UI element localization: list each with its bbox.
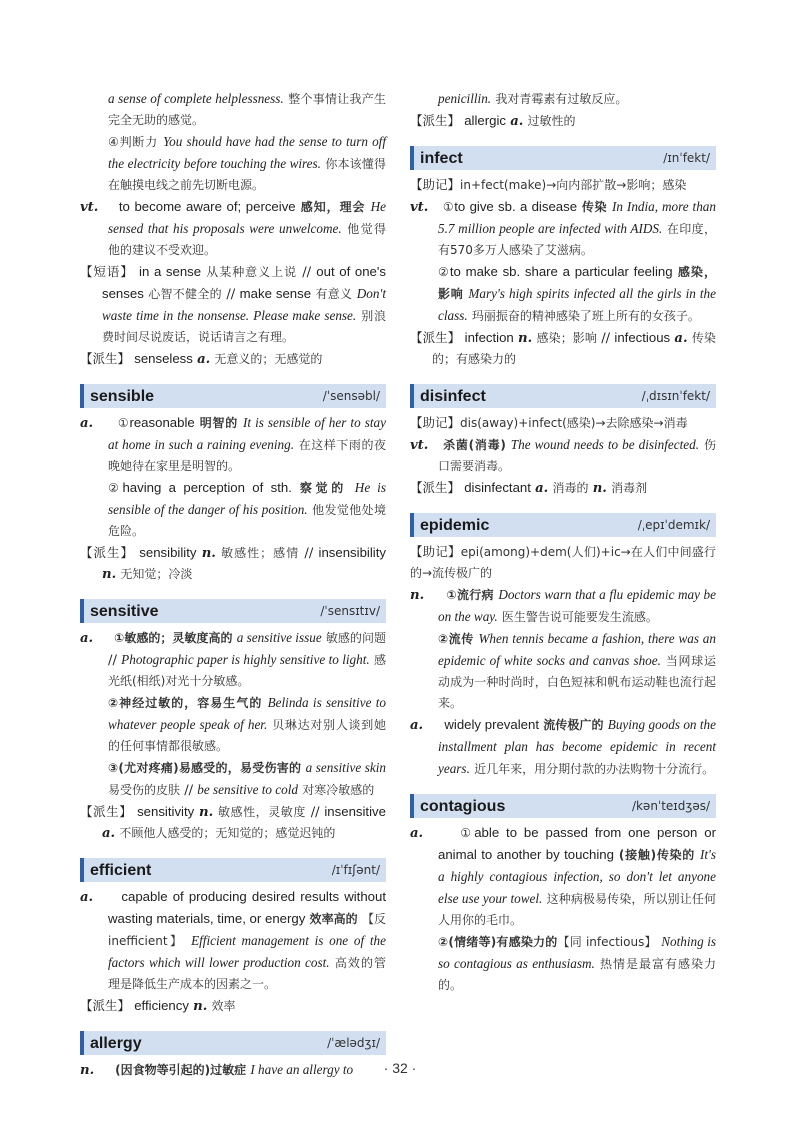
- right-column: [410, 88, 716, 996]
- example-en: be sensitive to cold: [197, 782, 299, 797]
- derivative-word: disinfectant: [464, 480, 531, 495]
- derivative-tag: 【派生】: [80, 998, 131, 1013]
- example-zh: 感光纸(相纸)对光十分敏感。: [108, 653, 386, 688]
- part-of-speech: n.: [201, 546, 216, 561]
- example-zh: 整个事情让我产生完全无助的感觉。: [108, 92, 386, 127]
- derivative-tag: 【派生】: [80, 804, 133, 819]
- phrase-zh: 从某种意义上说: [206, 265, 298, 279]
- definition-zh: ①流行病: [446, 588, 494, 602]
- derivative-word: infectious: [614, 330, 671, 345]
- separator: //: [305, 805, 325, 820]
- mnemonic: dis(away)+infect(感染)→去除感染→消毒: [460, 416, 688, 430]
- example-zh: 高效的管理是降低生产成本的因素之一。: [108, 956, 386, 991]
- sense-phrases: [80, 261, 386, 348]
- part-of-speech: n.: [199, 805, 214, 820]
- allergy-derivative: [410, 110, 716, 132]
- entry-header-allergy: [80, 1031, 386, 1055]
- entry-header-sensitive: [80, 599, 386, 623]
- phrase: make sense: [239, 286, 312, 301]
- definition-en: to give sb. a disease: [454, 199, 578, 214]
- example-zh: 医生警告说可能要发生流感。: [501, 610, 658, 624]
- example-en: It is sensible of her to stay at home in such a raining evening.: [108, 415, 386, 452]
- headword: efficient: [90, 861, 152, 879]
- definition-number: ②: [438, 265, 450, 279]
- mnemonic-tag: 【助记】: [410, 415, 461, 430]
- definition-en: reasonable: [129, 415, 195, 430]
- example-zh: 在这样下雨的夜晚她待在家里是明智的。: [108, 438, 386, 473]
- phonetic: /ɪˈfɪʃənt/: [331, 862, 380, 877]
- example-en: I have an allergy to: [250, 1062, 354, 1077]
- headword: allergy: [90, 1034, 142, 1052]
- example-en: Photographic paper is highly sensitive to light.: [121, 652, 370, 667]
- example-en: a sensitive issue: [236, 630, 322, 645]
- sensible-definition-2: [80, 477, 386, 542]
- example-zh: 当网球运动成为一种时尚时，白色短袜和帆布运动鞋也流行起来。: [438, 654, 716, 710]
- part-of-speech: n.: [518, 331, 533, 346]
- headword: sensitive: [90, 602, 159, 620]
- example-zh: 对寒冷敏感的: [302, 783, 375, 797]
- derivative-tag: 【派生】: [80, 351, 131, 366]
- headword: sensible: [90, 387, 155, 405]
- infect-definition-1: [410, 196, 716, 261]
- derivative-zh: 消毒的: [552, 481, 589, 495]
- example-en: You should have had the sense to turn off the electricity before touching the wires.: [108, 134, 386, 171]
- derivative-tag: 【派生】: [410, 330, 461, 345]
- mnemonic: in+fect(make)→向内部扩散→影响；感染: [460, 178, 687, 192]
- part-of-speech: a.: [80, 631, 94, 646]
- phrase: in a sense: [139, 264, 202, 279]
- derivative-word: insensibility: [318, 545, 386, 560]
- mnemonic-tag: 【助记】: [410, 544, 461, 559]
- efficient-derivative: [80, 995, 386, 1017]
- separator: //: [297, 265, 317, 280]
- derivative-zh: 敏感性，灵敏度: [217, 805, 306, 819]
- part-of-speech: a.: [410, 826, 424, 841]
- phonetic: /kənˈteɪdʒəs/: [631, 798, 710, 813]
- definition-en: able to be passed from one person or animal to another by touching: [438, 825, 716, 862]
- part-of-speech: n.: [193, 999, 208, 1014]
- example-en: Efficient management is one of the factors which will lower production cost.: [108, 933, 386, 970]
- entry-header-epidemic: [410, 513, 716, 537]
- phonetic: /ˌdɪsɪnˈfekt/: [641, 388, 710, 403]
- definition-en: capable of producing desired results without wasting materials, time, or energy: [108, 889, 386, 926]
- part-of-speech: a.: [102, 826, 116, 841]
- disinfect-definition-1: [410, 434, 716, 477]
- example-en: It's a highly contagious infection, so don't let anyone else use your towel.: [438, 847, 716, 906]
- example-en: In India, more than 5.7 million people are infected with AIDS.: [438, 199, 716, 236]
- headword: disinfect: [420, 387, 486, 405]
- example-en: He is sensible of the danger of his position.: [108, 480, 386, 517]
- infect-definition-2: [410, 261, 716, 327]
- derivative-tag: 【派生】: [410, 480, 461, 495]
- definition-zh: 察觉的: [299, 481, 347, 495]
- part-of-speech: n.: [410, 588, 425, 603]
- sense-verb-definition: [80, 196, 386, 261]
- part-of-speech: n.: [102, 567, 117, 582]
- definition-en: widely prevalent: [444, 717, 539, 732]
- separator: //: [299, 546, 319, 561]
- example-zh: 热情是最富有感染力的。: [438, 957, 716, 992]
- derivative-word: infection: [464, 330, 514, 345]
- definition-zh: ②流传: [438, 632, 474, 646]
- derivative-word: sensibility: [139, 545, 197, 560]
- definition-zh: ③(尤对疼痛)易感受的，易受伤害的: [108, 761, 302, 775]
- definition-number: ①: [117, 416, 130, 430]
- phrase-tag: 【短语】: [80, 264, 134, 279]
- derivative-word: insensitive: [324, 804, 386, 819]
- efficient-definition-1: [80, 886, 386, 995]
- epidemic-adjective-definition: [410, 714, 716, 780]
- phrase: out of one's senses: [102, 264, 386, 301]
- derivative-zh: 感染；影响: [536, 331, 597, 345]
- example-en: Doctors warn that a flu epidemic may be on the way.: [438, 587, 716, 624]
- derivative-zh: 消毒剂: [611, 481, 648, 495]
- example-zh: 伤口需要消毒。: [438, 438, 716, 473]
- headword: epidemic: [420, 516, 490, 534]
- example-en: When tennis became a fashion, there was an epidemic of white socks and canvas shoe.: [438, 631, 716, 668]
- infect-mnemonic: [410, 174, 716, 196]
- sense-example-line: [80, 88, 386, 131]
- phrase-zh: 有意义: [315, 287, 353, 301]
- derivative-word: efficiency: [134, 998, 189, 1013]
- sensitive-definition-2: [80, 692, 386, 757]
- separator: //: [596, 331, 615, 346]
- derivative-zh: 不顾他人感受的；无知觉的；感觉迟钝的: [119, 826, 336, 840]
- part-of-speech: a.: [535, 481, 549, 496]
- part-of-speech: vt.: [410, 438, 429, 453]
- example-en: Buying goods on the installment plan has become epidemic in recent years.: [438, 717, 716, 776]
- contagious-definition-1: [410, 822, 716, 931]
- derivative-word: senseless: [134, 351, 193, 366]
- example-en: The wound needs to be disinfected.: [510, 437, 700, 452]
- example-zh: 贝琳达对别人谈到她的任何事情都很敏感。: [108, 718, 386, 753]
- sensitive-definition-1: [80, 627, 386, 692]
- example-zh: 近几年来，用分期付款的办法购物十分流行。: [474, 762, 715, 776]
- derivative-zh: 敏感性；感情: [221, 546, 300, 560]
- example-en: Nothing is so contagious as enthusiasm.: [438, 934, 717, 971]
- example-zh: 别浪费时间尽说废话，说话请言之有理。: [102, 309, 386, 344]
- entry-header-efficient: [80, 858, 386, 882]
- definition-number: ②: [108, 481, 123, 495]
- epidemic-noun-definition-1: [410, 584, 716, 628]
- part-of-speech: vt.: [410, 200, 429, 215]
- definition-zh: ④判断力: [108, 135, 159, 149]
- entry-header-sensible: [80, 384, 386, 408]
- left-column: [80, 88, 386, 1081]
- definition-number: ①: [460, 826, 475, 840]
- derivative-tag: 【派生】: [80, 545, 135, 560]
- part-of-speech: a.: [510, 114, 524, 129]
- entry-header-contagious: [410, 794, 716, 818]
- disinfect-mnemonic: [410, 412, 716, 434]
- phonetic: /ɪnˈfekt/: [663, 150, 710, 165]
- headword: infect: [420, 149, 463, 167]
- derivative-word: allergic: [464, 113, 506, 128]
- definition-en: to make sb. share a particular feeling: [449, 264, 673, 279]
- definition-en: having a perception of sth.: [122, 480, 292, 495]
- example-zh: 易受伤的皮肤: [108, 783, 181, 797]
- epidemic-mnemonic: [410, 541, 716, 584]
- part-of-speech: a.: [674, 331, 688, 346]
- phonetic: /ˈsensɪtɪv/: [320, 603, 380, 618]
- definition-number: ①: [442, 200, 455, 214]
- definition-zh: 明智的: [199, 416, 238, 430]
- derivative-zh: 无意义的；无感觉的: [214, 352, 323, 366]
- example-zh: 你本该懂得在触摸电线之前先切断电源。: [108, 157, 386, 192]
- example-en: penicillin.: [438, 91, 492, 106]
- sensitive-derivative: [80, 801, 386, 844]
- phonetic: /ˈælədʒɪ/: [327, 1035, 380, 1050]
- part-of-speech: n.: [80, 1063, 95, 1078]
- example-en: Don't waste time in the nonsense. Please make sense.: [102, 286, 386, 323]
- separator: //: [180, 783, 198, 798]
- definition-zh: ②(情绪等)有感染力的: [438, 935, 558, 949]
- phonetic: /ˌepɪˈdemɪk/: [637, 517, 710, 532]
- phrase-zh: 心智不健全的: [148, 287, 222, 301]
- sensible-definition-1: [80, 412, 386, 477]
- example-en: a sense of complete helplessness.: [108, 91, 284, 106]
- derivative-zh: 效率: [211, 999, 236, 1013]
- example-en: He sensed that his proposals were unwelcome.: [108, 199, 386, 236]
- mnemonic-tag: 【助记】: [410, 177, 461, 192]
- part-of-speech: a.: [410, 718, 424, 733]
- synonym: 【同 infectious】: [557, 935, 657, 949]
- mnemonic: epi(among)+dem(人们)+ic→在人们中间盛行的→流传极广的: [410, 545, 716, 580]
- definition-zh: ②神经过敏的，容易生气的: [108, 696, 263, 710]
- example-zh: 他发觉他处境危险。: [108, 503, 386, 538]
- page-number: · 32 ·: [383, 1060, 417, 1076]
- antonym: 【反 inefficient】: [108, 912, 386, 948]
- derivative-word: sensitivity: [137, 804, 195, 819]
- definition-zh: 感知，理会: [300, 200, 366, 214]
- sense-definition-4: [80, 131, 386, 196]
- sensitive-definition-3: [80, 757, 386, 801]
- infect-derivative: [410, 327, 716, 370]
- definition-en: to become aware of; perceive: [118, 199, 296, 214]
- allergy-example-cont: [410, 88, 716, 110]
- derivative-zh: 过敏性的: [527, 114, 576, 128]
- sensible-derivative: [80, 542, 386, 585]
- part-of-speech: n.: [592, 481, 607, 496]
- separator: //: [221, 287, 240, 302]
- part-of-speech: a.: [80, 890, 94, 905]
- definition-zh: ①敏感的；灵敏度高的: [114, 631, 233, 645]
- definition-zh: (接触)传染的: [618, 848, 696, 862]
- definition-zh: 传染: [581, 200, 608, 214]
- derivative-zh: 无知觉；冷淡: [120, 567, 193, 581]
- example-zh: 他觉得他的建议不受欢迎。: [108, 222, 386, 257]
- derivative-tag: 【派生】: [410, 113, 461, 128]
- part-of-speech: a.: [80, 416, 94, 431]
- derivative-zh: 传染的；有感染力的: [432, 331, 716, 366]
- example-en: a sensitive skin: [305, 760, 386, 775]
- example-en: Belinda is sensitive to whatever people speak of her.: [108, 695, 386, 732]
- definition-zh: 杀菌(消毒): [443, 438, 506, 452]
- example-zh: 敏感的问题: [325, 631, 386, 645]
- epidemic-noun-definition-2: [410, 628, 716, 714]
- separator: //: [108, 653, 122, 668]
- part-of-speech: a.: [197, 352, 211, 367]
- example-zh: 我对青霉素有过敏反应。: [495, 92, 628, 106]
- definition-zh: 效率高的: [309, 912, 358, 926]
- part-of-speech: vt.: [80, 200, 99, 215]
- entry-header-infect: [410, 146, 716, 170]
- definition-zh: (因食物等引起的)过敏症: [115, 1063, 247, 1077]
- contagious-definition-2: [410, 931, 716, 996]
- example-en: Mary's high spirits infected all the girls in the class.: [438, 286, 716, 323]
- definition-zh: 流传极广的: [543, 718, 604, 732]
- example-zh: 在印度，有570多万人感染了艾滋病。: [438, 222, 716, 257]
- entry-header-disinfect: [410, 384, 716, 408]
- phonetic: /ˈsensəbl/: [322, 388, 380, 403]
- example-zh: 玛丽振奋的精神感染了班上所有的女孩子。: [471, 309, 700, 323]
- definition-zh: 感染，影响: [438, 265, 716, 301]
- sense-derivative: [80, 348, 386, 370]
- disinfect-derivative: [410, 477, 716, 499]
- headword: contagious: [420, 797, 506, 815]
- example-zh: 这种病极易传染，所以别让任何人用你的毛巾。: [438, 892, 716, 927]
